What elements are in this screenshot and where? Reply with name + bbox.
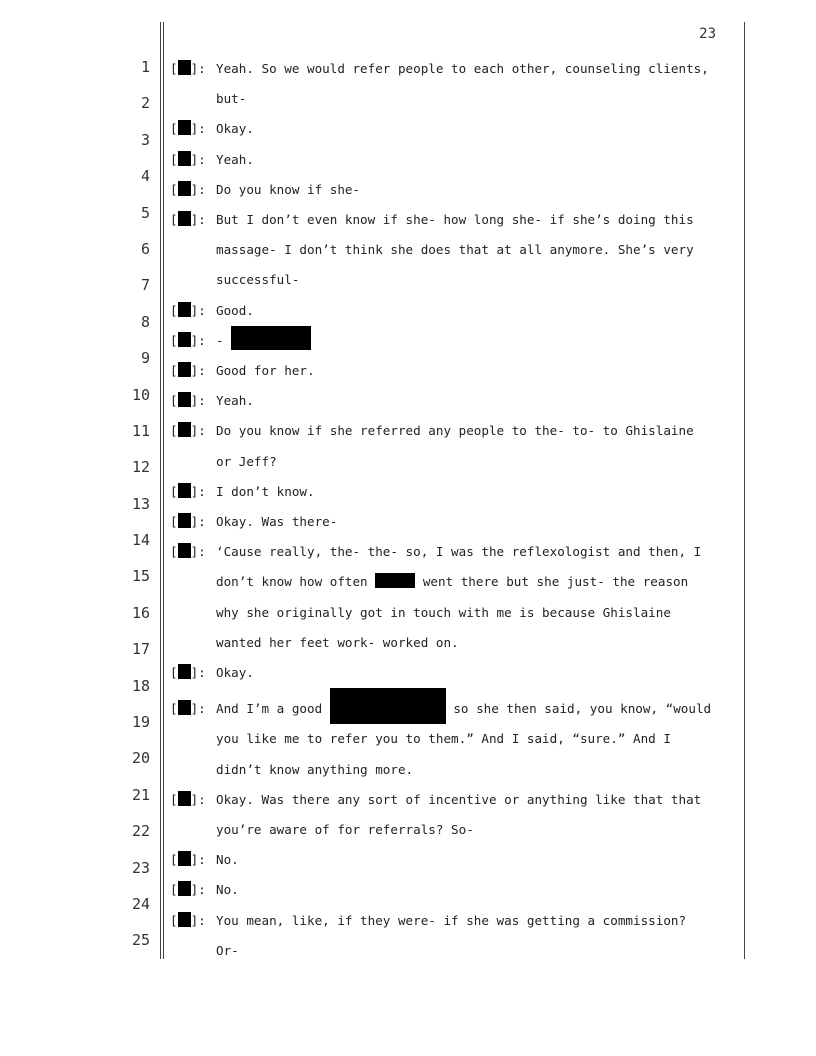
redacted-speaker-name xyxy=(178,362,191,377)
line-number: 14 xyxy=(131,531,150,550)
entry-text-continued: Or- xyxy=(216,942,239,958)
transcript-entry xyxy=(170,175,742,205)
line-number: 20 xyxy=(131,749,150,768)
speaker-label: [ ]: xyxy=(170,912,206,928)
entry-text: - xyxy=(216,332,232,348)
entry-text-continued: why she originally got in touch with me is because Ghislaine xyxy=(216,604,671,620)
transcript-entry xyxy=(170,145,742,175)
speaker-label: [ ]: xyxy=(170,852,206,868)
speaker-label: [ ]: xyxy=(170,701,206,717)
entry-text: ‘Cause really, the- the- so, I was the reflexologist and then, I xyxy=(216,544,702,560)
entry-text-continued: didn’t know anything more. xyxy=(216,761,414,777)
entry-text-continued: don’t know how often went there but she just- the reason xyxy=(216,574,689,590)
speaker-label: [ ]: xyxy=(170,151,206,167)
transcript-entry xyxy=(170,205,742,296)
redacted-speaker-name xyxy=(178,700,191,715)
right-margin-rule xyxy=(744,22,745,959)
line-number: 24 xyxy=(131,894,150,913)
left-margin-rule-inner xyxy=(163,22,164,959)
line-number: 10 xyxy=(131,385,150,404)
redacted-speaker-name xyxy=(178,211,191,226)
line-number: 25 xyxy=(131,931,150,950)
transcript-entry xyxy=(170,114,742,144)
speaker-label: [ ]: xyxy=(170,483,206,499)
transcript-entry xyxy=(170,54,742,114)
entry-text: Okay. Was there- xyxy=(216,514,338,530)
transcript-entry xyxy=(170,386,742,416)
entry-text: And I’m a good so she then said, you know, “would xyxy=(216,701,711,716)
line-number: 18 xyxy=(131,676,150,695)
entry-text: Okay. Was there any sort of incentive or anything like that that xyxy=(216,791,702,807)
redacted-speaker-name xyxy=(178,851,191,866)
redacted-speaker-name xyxy=(178,664,191,679)
transcript-entry xyxy=(170,658,742,688)
transcript-entry xyxy=(170,537,742,658)
line-number-column xyxy=(110,56,150,966)
redacted-speaker-name xyxy=(178,543,191,558)
line-number: 12 xyxy=(131,458,150,477)
transcript-entry xyxy=(170,356,742,386)
entry-text: Do you know if she referred any people to the- to- to Ghislaine xyxy=(216,423,694,439)
transcript-entry xyxy=(170,477,742,507)
line-number: 1 xyxy=(140,58,150,76)
entry-text-continued: or Jeff? xyxy=(216,453,277,469)
line-number: 3 xyxy=(140,130,150,149)
speaker-label: [ ]: xyxy=(170,665,206,681)
page-number: 23 xyxy=(699,26,716,42)
entry-text-continued: you like me to refer you to them.” And I said, “sure.” And I xyxy=(216,731,671,747)
speaker-label: [ ]: xyxy=(170,302,206,318)
redacted-speaker-name xyxy=(178,302,191,317)
line-number: 22 xyxy=(131,822,150,841)
redaction-box xyxy=(330,688,446,724)
redaction-box xyxy=(375,573,415,588)
speaker-label: [ ]: xyxy=(170,363,206,379)
line-number: 15 xyxy=(131,567,150,586)
speaker-label: [ ]: xyxy=(170,121,206,137)
redacted-speaker-name xyxy=(178,392,191,407)
entry-text: But I don’t even know if she- how long she- if she’s doing this xyxy=(216,212,694,228)
speaker-label: [ ]: xyxy=(170,544,206,560)
line-number: 17 xyxy=(131,640,150,659)
entry-text-continued: but- xyxy=(216,91,247,107)
speaker-label: [ ]: xyxy=(170,882,206,898)
entry-text: Good for her. xyxy=(216,363,315,379)
redacted-speaker-name xyxy=(178,791,191,806)
transcript-entry xyxy=(170,906,742,966)
redacted-speaker-name xyxy=(178,60,191,75)
redacted-speaker-name xyxy=(178,120,191,135)
entry-text: Okay. xyxy=(216,665,254,681)
line-number: 7 xyxy=(140,276,150,295)
speaker-label: [ ]: xyxy=(170,514,206,530)
line-number: 5 xyxy=(140,203,150,222)
line-number: 8 xyxy=(140,312,150,331)
speaker-label: [ ]: xyxy=(170,212,206,228)
line-number: 9 xyxy=(140,349,150,368)
redacted-speaker-name xyxy=(178,151,191,166)
entry-text: No. xyxy=(216,852,239,868)
line-number: 16 xyxy=(131,603,150,622)
transcript-entry xyxy=(170,326,742,356)
line-number: 6 xyxy=(140,239,150,258)
transcript-entry xyxy=(170,688,742,785)
line-number: 4 xyxy=(140,167,150,186)
line-number: 19 xyxy=(131,713,150,732)
entry-text: Do you know if she- xyxy=(216,181,361,197)
line-number: 21 xyxy=(131,785,150,804)
entry-text-continued: massage- I don’t think she does that at all anymore. She’s very xyxy=(216,242,694,258)
line-number: 2 xyxy=(140,94,150,113)
left-margin-rule xyxy=(160,22,161,959)
redacted-speaker-name xyxy=(178,513,191,528)
redacted-speaker-name xyxy=(178,332,191,347)
entry-text: You mean, like, if they were- if she was getting a commission? xyxy=(216,912,687,928)
speaker-label: [ ]: xyxy=(170,181,206,197)
entry-text: Okay. xyxy=(216,121,254,137)
transcript-entry xyxy=(170,845,742,875)
transcript-body xyxy=(170,54,742,966)
entry-text-continued: successful- xyxy=(216,272,300,288)
entry-text: Yeah. So we would refer people to each other, counseling clients, xyxy=(216,61,709,76)
redacted-speaker-name xyxy=(178,422,191,437)
entry-text: No. xyxy=(216,882,239,898)
transcript-entry xyxy=(170,416,742,476)
line-number: 11 xyxy=(131,421,150,440)
redacted-speaker-name xyxy=(178,181,191,196)
line-number: 13 xyxy=(131,494,150,513)
speaker-label: [ ]: xyxy=(170,61,206,76)
entry-text-continued: you’re aware of for referrals? So- xyxy=(216,822,474,838)
transcript-entry xyxy=(170,785,742,845)
entry-text: Yeah. xyxy=(216,151,254,167)
transcript-entry xyxy=(170,875,742,905)
transcript-entry xyxy=(170,507,742,537)
speaker-label: [ ]: xyxy=(170,332,206,348)
entry-text: Good. xyxy=(216,302,254,318)
entry-text: I don’t know. xyxy=(216,483,315,499)
speaker-label: [ ]: xyxy=(170,393,206,409)
line-number: 23 xyxy=(131,858,150,877)
redacted-speaker-name xyxy=(178,483,191,498)
redacted-speaker-name xyxy=(178,881,191,896)
entry-text-continued: wanted her feet work- worked on. xyxy=(216,634,459,650)
redaction-box xyxy=(231,326,311,350)
speaker-label: [ ]: xyxy=(170,423,206,439)
speaker-label: [ ]: xyxy=(170,791,206,807)
redacted-speaker-name xyxy=(178,912,191,927)
transcript-entry xyxy=(170,296,742,326)
entry-text: Yeah. xyxy=(216,393,254,409)
